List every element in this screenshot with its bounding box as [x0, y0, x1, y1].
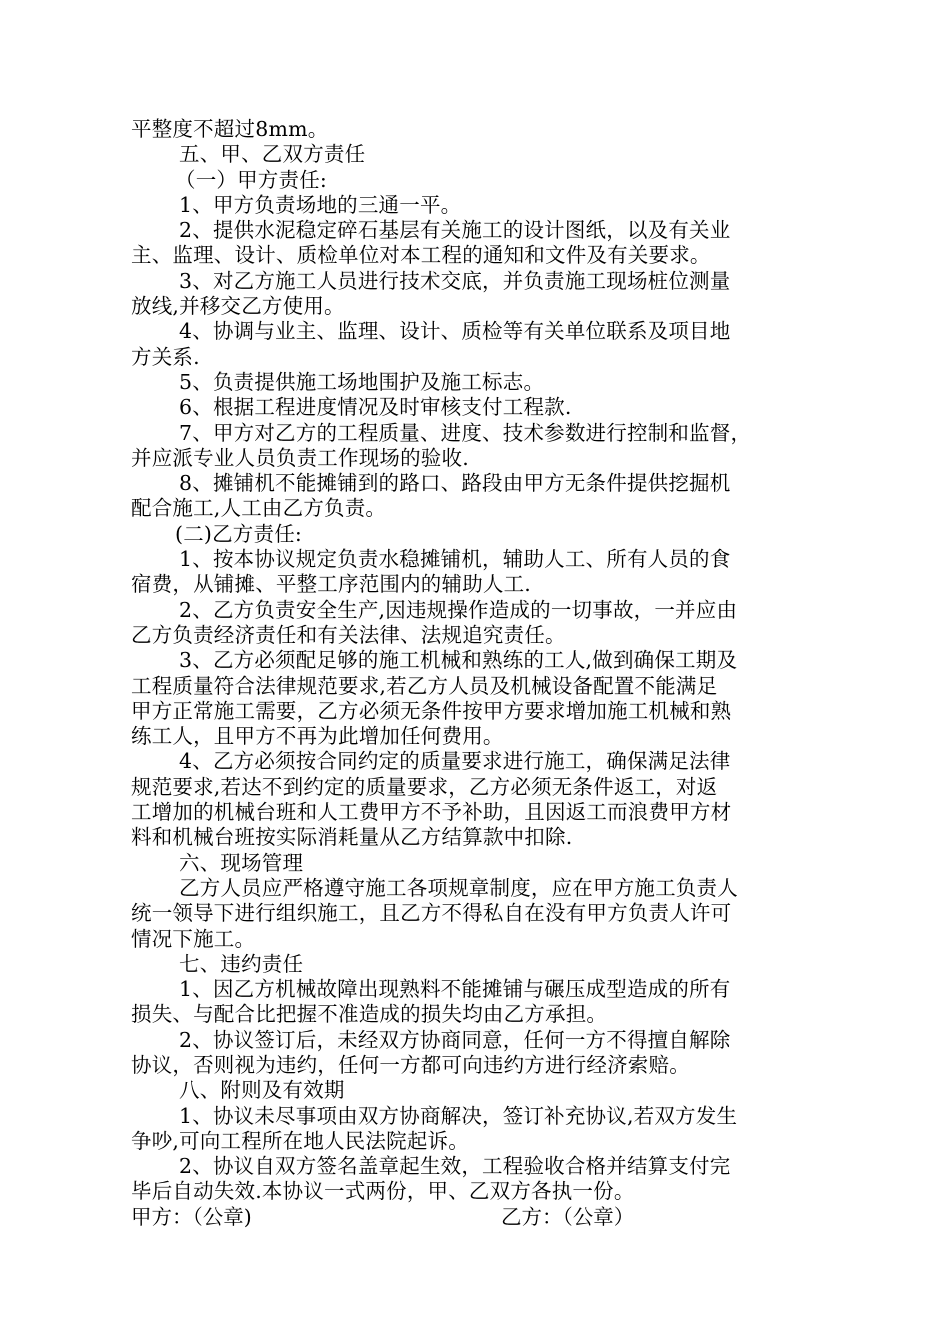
clause-line: 7、甲方对乙方的工程质量、进度、技术参数进行控制和监督， — [179, 420, 752, 445]
clause-line: 4、协调与业主、监理、设计、质检等有关单位联系及项目地 — [179, 319, 731, 344]
clause-continuation: 争吵,可向工程所在地人民法院起诉。 — [131, 1128, 469, 1153]
clause-line: 3、对乙方施工人员进行技术交底，并负责施工现场桩位测量 — [179, 268, 731, 293]
clause-line: 1、按本协议规定负责水稳摊铺机，辅助人工、所有人员的食 — [179, 547, 731, 572]
clause-continuation: 主、监理、设计、质检单位对本工程的通知和文件及有关要求。 — [131, 243, 711, 268]
clause-line: 乙方人员应严格遵守施工各项规章制度，应在甲方施工负责人 — [179, 875, 738, 900]
party-a-seal: 甲方：（公章) — [131, 1204, 252, 1229]
clause-continuation: 情况下施工。 — [131, 926, 256, 951]
clause-continuation: 方关系. — [131, 344, 200, 369]
clause-continuation: 工程质量符合法律规范要求,若乙方人员及机械设备配置不能满足 — [131, 673, 718, 698]
clause-continuation: 练工人，且甲方不再为此增加任何费用。 — [131, 724, 504, 749]
clause-continuation: 协议，否则视为违约，任何一方都可向违约方进行经济索赔。 — [131, 1052, 690, 1077]
text-line: 平整度不超过8mm。 — [131, 117, 329, 141]
section-heading: 五、甲、乙双方责任 — [179, 142, 366, 167]
clause-line: 3、乙方必须配足够的施工机械和熟练的工人,做到确保工期及 — [179, 648, 738, 673]
party-b-seal: 乙方：（公章） — [501, 1204, 635, 1229]
clause-line: 2、乙方负责安全生产,因违规操作造成的一切事故，一并应由 — [179, 597, 738, 622]
clause-continuation: 放线,并移交乙方使用。 — [131, 294, 345, 319]
clause-continuation: 规范要求,若达不到约定的质量要求，乙方必须无条件返工，对返 — [131, 774, 718, 799]
section-heading: 七、违约责任 — [179, 951, 304, 976]
clause-continuation: 毕后自动失效.本协议一式两份，甲、乙双方各执一份。 — [131, 1179, 635, 1204]
agreement-body — [131, 117, 831, 1230]
clause-continuation: 工增加的机械台班和人工费甲方不予补助，且因返工而浪费甲方材 — [131, 800, 732, 825]
clause-line: 4、乙方必须按合同约定的质量要求进行施工，确保满足法律 — [179, 749, 731, 774]
signature-row — [131, 1205, 831, 1230]
subsection-heading: (二)乙方责任: — [175, 521, 303, 546]
clause-line: 2、提供水泥稳定碎石基层有关施工的设计图纸，以及有关业 — [179, 218, 731, 243]
clause-continuation: 统一领导下进行组织施工，且乙方不得私自在没有甲方负责人许可 — [131, 901, 732, 926]
clause-continuation: 乙方负责经济责任和有关法律、法规追究责任。 — [131, 622, 566, 647]
clause-continuation: 并应派专业人员负责工作现场的验收. — [131, 445, 469, 470]
clause-line: 5、负责提供施工场地围护及施工标志。 — [179, 369, 545, 394]
clause-continuation: 宿费，从铺摊、平整工序范围内的辅助人工. — [131, 572, 532, 597]
clause-continuation: 配合施工,人工由乙方负责。 — [131, 496, 387, 521]
clause-line: 2、协议自双方签名盖章起生效，工程验收合格并结算支付完 — [179, 1154, 731, 1179]
clause-continuation: 损失、与配合比把握不准造成的损失均由乙方承担。 — [131, 1002, 608, 1027]
clause-line: 8、摊铺机不能摊铺到的路口、路段由甲方无条件提供挖掘机 — [179, 471, 731, 496]
clause-line: 6、根据工程进度情况及时审核支付工程款. — [179, 395, 572, 420]
clause-continuation: 料和机械台班按实际消耗量从乙方结算款中扣除. — [131, 825, 573, 850]
subsection-heading: （一）甲方责任: — [175, 167, 328, 192]
clause-continuation: 甲方正常施工需要，乙方必须无条件按甲方要求增加施工机械和熟 — [131, 698, 732, 723]
clause-line: 1、因乙方机械故障出现熟料不能摊铺与碾压成型造成的所有 — [179, 977, 731, 1002]
section-heading: 六、现场管理 — [179, 850, 304, 875]
section-heading: 八、附则及有效期 — [179, 1078, 345, 1103]
clause-line: 1、甲方负责场地的三通一平。 — [179, 192, 462, 217]
clause-line: 1、协议未尽事项由双方协商解决，签订补充协议,若双方发生 — [179, 1103, 738, 1128]
clause-line: 2、协议签订后，未经双方协商同意，任何一方不得擅自解除 — [179, 1027, 731, 1052]
